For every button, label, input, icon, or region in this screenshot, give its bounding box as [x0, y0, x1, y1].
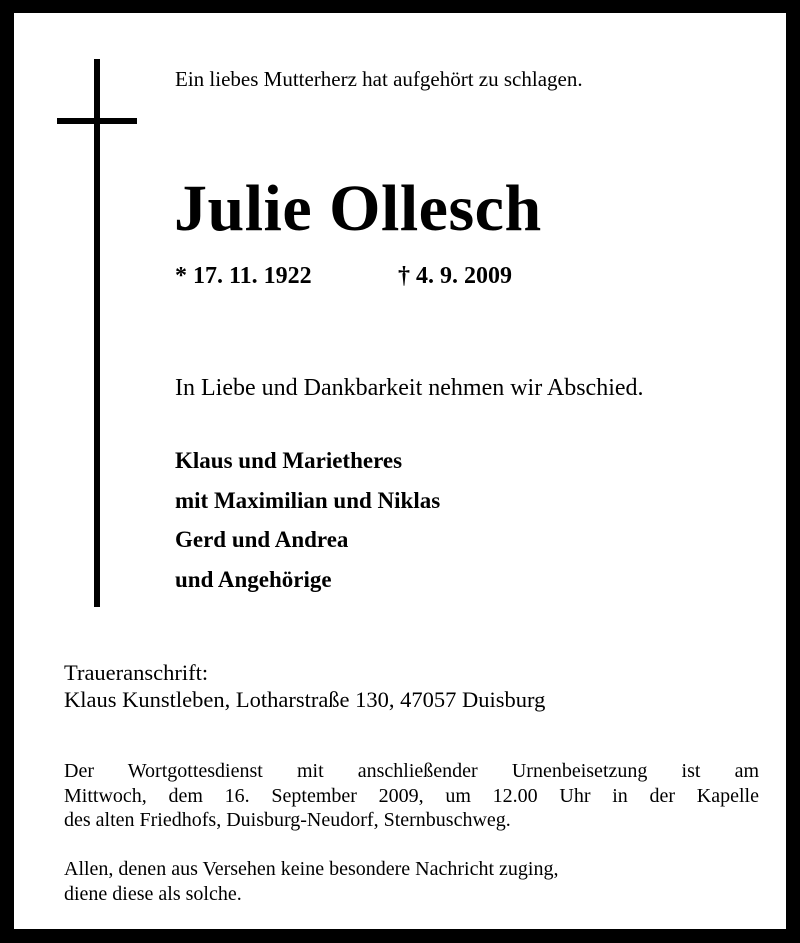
- mourner-line: Klaus und Marietheres: [175, 448, 403, 473]
- closing-line: Allen, denen aus Versehen keine besondere Nachricht zuging,: [64, 858, 559, 880]
- mourner-line: mit Maximilian und Niklas: [175, 487, 441, 513]
- closing-note: [64, 857, 558, 906]
- mourning-address: [64, 659, 545, 713]
- farewell-text: In Liebe und Dankbarkeit nehmen wir Abschied.: [175, 375, 644, 401]
- cross-icon: [94, 59, 100, 607]
- cross-icon-bar: [57, 118, 137, 124]
- death-date: † 4. 9. 2009: [398, 263, 512, 289]
- deceased-name: Julie Ollesch: [174, 172, 542, 245]
- service-line: Mittwoch, dem 16. September 2009, um 12.00 Uhr in der Kapelle: [64, 784, 759, 807]
- mourner-line: und Angehörige: [175, 566, 332, 592]
- birth-date: * 17. 11. 1922: [175, 263, 312, 289]
- service-line: des alten Friedhofs, Duisburg-Neudorf, Sternbuschweg.: [64, 809, 511, 831]
- closing-line: diene diese als solche.: [64, 882, 242, 905]
- service-line: Der Wortgottesdienst mit anschließender Urnenbeisetzung ist am: [64, 760, 759, 782]
- mourner-line: Gerd und Andrea: [175, 527, 349, 552]
- mourners-list: [175, 441, 440, 599]
- address-line: Klaus Kunstleben, Lotharstraße 130, 47057 Duisburg: [64, 687, 546, 712]
- address-label: Traueranschrift:: [64, 660, 209, 685]
- motto: Ein liebes Mutterherz hat aufgehört zu schlagen.: [175, 67, 583, 91]
- obituary-notice: [14, 13, 786, 929]
- service-info: [64, 759, 759, 833]
